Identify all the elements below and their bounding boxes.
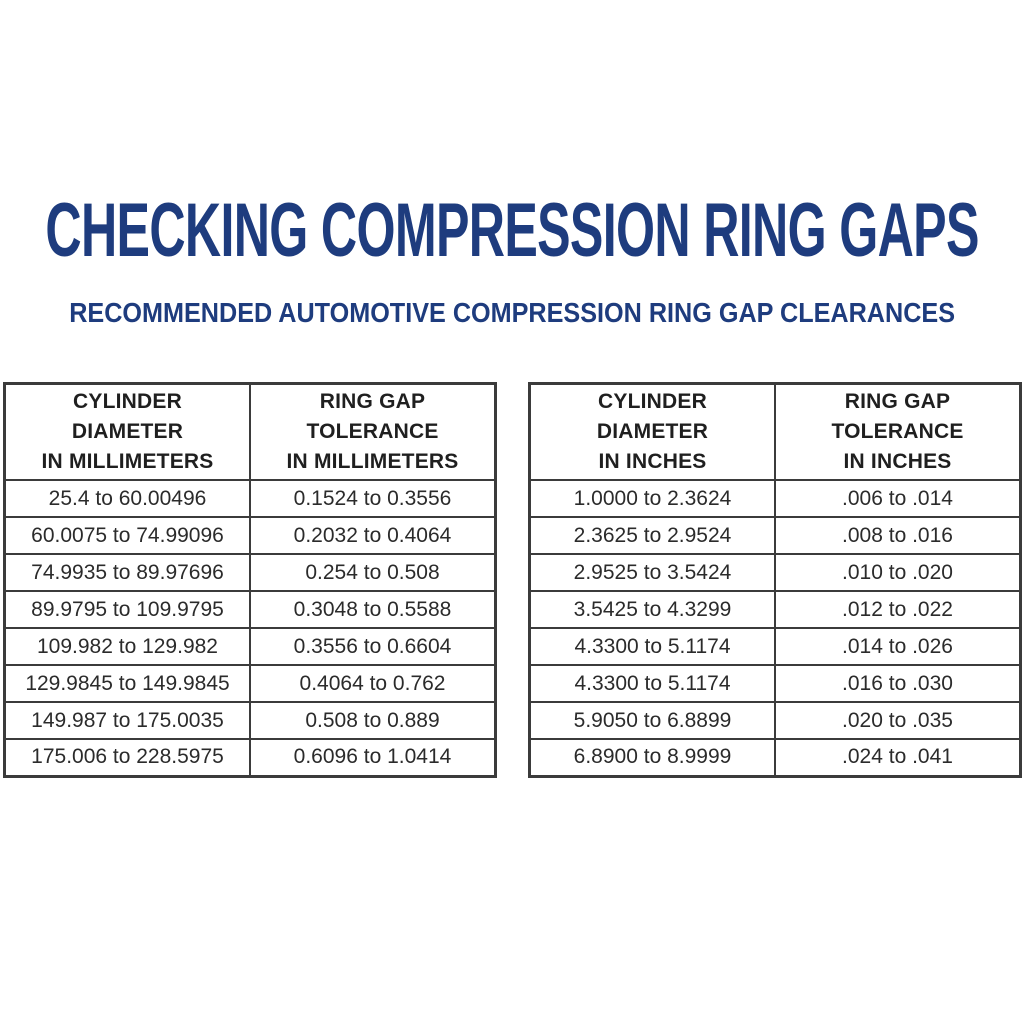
ring-gap-cell: .014 to .026 <box>775 628 1021 665</box>
inch-cylinder-diameter-header <box>530 384 776 481</box>
inch-table-head <box>530 384 1021 481</box>
table-row <box>530 480 1021 517</box>
ring-gap-cell: .008 to .016 <box>775 517 1021 554</box>
header-line: IN INCHES <box>843 450 952 473</box>
cylinder-diameter-cell: 149.987 to 175.0035 <box>5 702 251 739</box>
ring-gap-cell: .016 to .030 <box>775 665 1021 702</box>
cylinder-diameter-cell: 3.5425 to 4.3299 <box>530 591 776 628</box>
header-line: IN MILLIMETERS <box>41 450 214 473</box>
page-title-container <box>0 188 1024 273</box>
ring-gap-cell: .010 to .020 <box>775 554 1021 591</box>
cylinder-diameter-cell: 6.8900 to 8.9999 <box>530 739 776 776</box>
header-line: RING GAP <box>844 390 951 413</box>
table-row <box>530 517 1021 554</box>
cylinder-diameter-cell: 60.0075 to 74.99096 <box>5 517 251 554</box>
table-row <box>5 554 496 591</box>
table-row <box>530 739 1021 776</box>
table-row <box>530 665 1021 702</box>
tables-row <box>3 382 1022 778</box>
cylinder-diameter-cell: 2.3625 to 2.9524 <box>530 517 776 554</box>
table-row <box>5 480 496 517</box>
ring-gap-cell: .024 to .041 <box>775 739 1021 776</box>
mm-header-row <box>5 384 496 481</box>
header-line: CYLINDER <box>598 390 707 413</box>
ring-gap-cell: 0.3048 to 0.5588 <box>250 591 496 628</box>
table-row <box>5 702 496 739</box>
mm-table-head <box>5 384 496 481</box>
header-line: DIAMETER <box>596 420 709 443</box>
mm-table-body <box>5 480 496 776</box>
table-row <box>5 739 496 776</box>
ring-gap-cell: 0.3556 to 0.6604 <box>250 628 496 665</box>
inch-header-row <box>530 384 1021 481</box>
header-line: TOLERANCE <box>831 420 964 443</box>
ring-gap-cell: 0.6096 to 1.0414 <box>250 739 496 776</box>
cylinder-diameter-cell: 1.0000 to 2.3624 <box>530 480 776 517</box>
table-row <box>5 517 496 554</box>
table-row <box>530 702 1021 739</box>
cylinder-diameter-cell: 4.3300 to 5.1174 <box>530 628 776 665</box>
table-row <box>530 628 1021 665</box>
page-title: CHECKING COMPRESSION RING GAPS <box>45 188 979 273</box>
inch-table-body <box>530 480 1021 776</box>
ring-gap-cell: .006 to .014 <box>775 480 1021 517</box>
header-line: TOLERANCE <box>306 420 439 443</box>
header-line: DIAMETER <box>71 420 184 443</box>
mm-cylinder-diameter-header <box>5 384 251 481</box>
ring-gap-cell: .020 to .035 <box>775 702 1021 739</box>
ring-gap-cell: 0.2032 to 0.4064 <box>250 517 496 554</box>
inch-table <box>528 382 1022 778</box>
ring-gap-cell: .012 to .022 <box>775 591 1021 628</box>
ring-gap-cell: 0.4064 to 0.762 <box>250 665 496 702</box>
inch-ring-gap-header <box>775 384 1021 481</box>
ring-gap-cell: 0.508 to 0.889 <box>250 702 496 739</box>
header-line: IN MILLIMETERS <box>286 450 459 473</box>
mm-ring-gap-header <box>250 384 496 481</box>
table-row <box>5 591 496 628</box>
table-row <box>530 554 1021 591</box>
cylinder-diameter-cell: 89.9795 to 109.9795 <box>5 591 251 628</box>
cylinder-diameter-cell: 129.9845 to 149.9845 <box>5 665 251 702</box>
header-line: CYLINDER <box>73 390 182 413</box>
header-line: RING GAP <box>319 390 426 413</box>
cylinder-diameter-cell: 2.9525 to 3.5424 <box>530 554 776 591</box>
table-row <box>5 665 496 702</box>
table-row <box>5 628 496 665</box>
cylinder-diameter-cell: 74.9935 to 89.97696 <box>5 554 251 591</box>
page-subtitle: RECOMMENDED AUTOMOTIVE COMPRESSION RING GAP CLEARANCES <box>69 297 955 328</box>
mm-table <box>3 382 497 778</box>
cylinder-diameter-cell: 5.9050 to 6.8899 <box>530 702 776 739</box>
header-line: IN INCHES <box>598 450 707 473</box>
ring-gap-cell: 0.1524 to 0.3556 <box>250 480 496 517</box>
table-row <box>530 591 1021 628</box>
cylinder-diameter-cell: 25.4 to 60.00496 <box>5 480 251 517</box>
cylinder-diameter-cell: 109.982 to 129.982 <box>5 628 251 665</box>
ring-gap-cell: 0.254 to 0.508 <box>250 554 496 591</box>
page-subtitle-container <box>0 299 1024 327</box>
cylinder-diameter-cell: 175.006 to 228.5975 <box>5 739 251 776</box>
cylinder-diameter-cell: 4.3300 to 5.1174 <box>530 665 776 702</box>
